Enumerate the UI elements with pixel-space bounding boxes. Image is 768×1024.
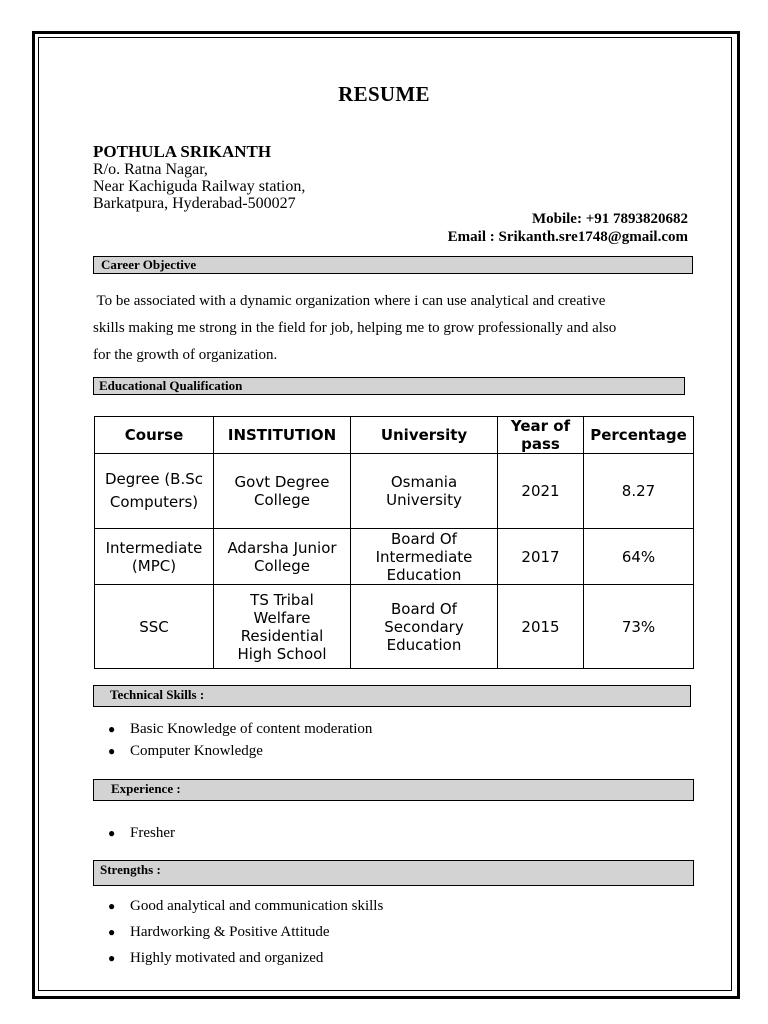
list-item: [108, 945, 383, 971]
email-address: Email : Srikanth.sre1748@gmail.com: [447, 229, 688, 245]
table-cell-institution: TS Tribal Welfare Residential High School: [214, 585, 351, 669]
education-table: [94, 416, 694, 669]
list-item-text: Basic Knowledge of content moderation: [130, 721, 373, 737]
bullet-icon: ●: [108, 744, 116, 758]
address-line-3: Barkatpura, Hyderabad-500027: [93, 195, 296, 212]
section-header-education: Educational Qualification: [93, 377, 685, 395]
section-header-technical-skills: Technical Skills :: [93, 685, 691, 707]
table-cell-course: Degree (B.Sc Computers): [95, 454, 214, 529]
list-item-text: Highly motivated and organized: [130, 950, 324, 966]
table-cell-institution: Govt Degree College: [214, 454, 351, 529]
bullet-icon: ●: [108, 826, 116, 840]
address-line-1: R/o. Ratna Nagar,: [93, 161, 208, 178]
table-cell-course: SSC: [95, 585, 214, 669]
list-item: [108, 822, 175, 844]
list-item-text: Computer Knowledge: [130, 743, 263, 759]
bullet-icon: ●: [108, 951, 116, 965]
table-cell-university: Board Of Secondary Education: [351, 585, 498, 669]
list-item: [108, 919, 383, 945]
section-header-strengths: Strengths :: [93, 860, 694, 886]
table-cell-university: Osmania University: [351, 454, 498, 529]
list-item-text: Fresher: [130, 825, 175, 841]
column-header-year: Year of pass: [498, 417, 584, 454]
strengths-list: [108, 893, 383, 971]
table-cell-year: 2015: [498, 585, 584, 669]
column-header-percentage: Percentage: [584, 417, 694, 454]
column-header-institution: INSTITUTION: [214, 417, 351, 454]
list-item: [108, 740, 372, 762]
table-cell-year: 2017: [498, 529, 584, 585]
table-cell-percentage: 8.27: [584, 454, 694, 529]
column-header-course: Course: [95, 417, 214, 454]
column-header-university: University: [351, 417, 498, 454]
table-cell-year: 2021: [498, 454, 584, 529]
objective-line: for the growth of organization.: [93, 347, 278, 363]
list-item-text: Good analytical and communication skills: [130, 898, 384, 914]
list-item: [108, 718, 372, 740]
experience-list: [108, 822, 175, 844]
list-item: [108, 893, 383, 919]
career-objective-text: [93, 288, 693, 369]
objective-line: skills making me strong in the field for job, helping me to grow professionally and also: [93, 320, 617, 336]
table-cell-percentage: 73%: [584, 585, 694, 669]
table-cell-university: Board Of Intermediate Education: [351, 529, 498, 585]
table-cell-course: Intermediate (MPC): [95, 529, 214, 585]
bullet-icon: ●: [108, 899, 116, 913]
mobile-number: Mobile: +91 7893820682: [531, 211, 688, 227]
table-row: [95, 585, 694, 669]
technical-skills-list: [108, 718, 372, 762]
table-row: [95, 529, 694, 585]
table-cell-percentage: 64%: [584, 529, 694, 585]
table-cell-institution: Adarsha Junior College: [214, 529, 351, 585]
candidate-name: POTHULA SRIKANTH: [93, 142, 272, 161]
bullet-icon: ●: [108, 925, 116, 939]
table-row: [95, 454, 694, 529]
list-item-text: Hardworking & Positive Attitude: [130, 924, 330, 940]
table-header-row: [95, 417, 694, 454]
address-line-2: Near Kachiguda Railway station,: [93, 178, 306, 195]
bullet-icon: ●: [108, 722, 116, 736]
section-header-career-objective: Career Objective: [93, 256, 693, 274]
section-header-experience: Experience :: [93, 779, 694, 801]
objective-line: To be associated with a dynamic organization where i can use analytical and creative: [93, 293, 606, 309]
resume-title: RESUME: [338, 82, 430, 106]
